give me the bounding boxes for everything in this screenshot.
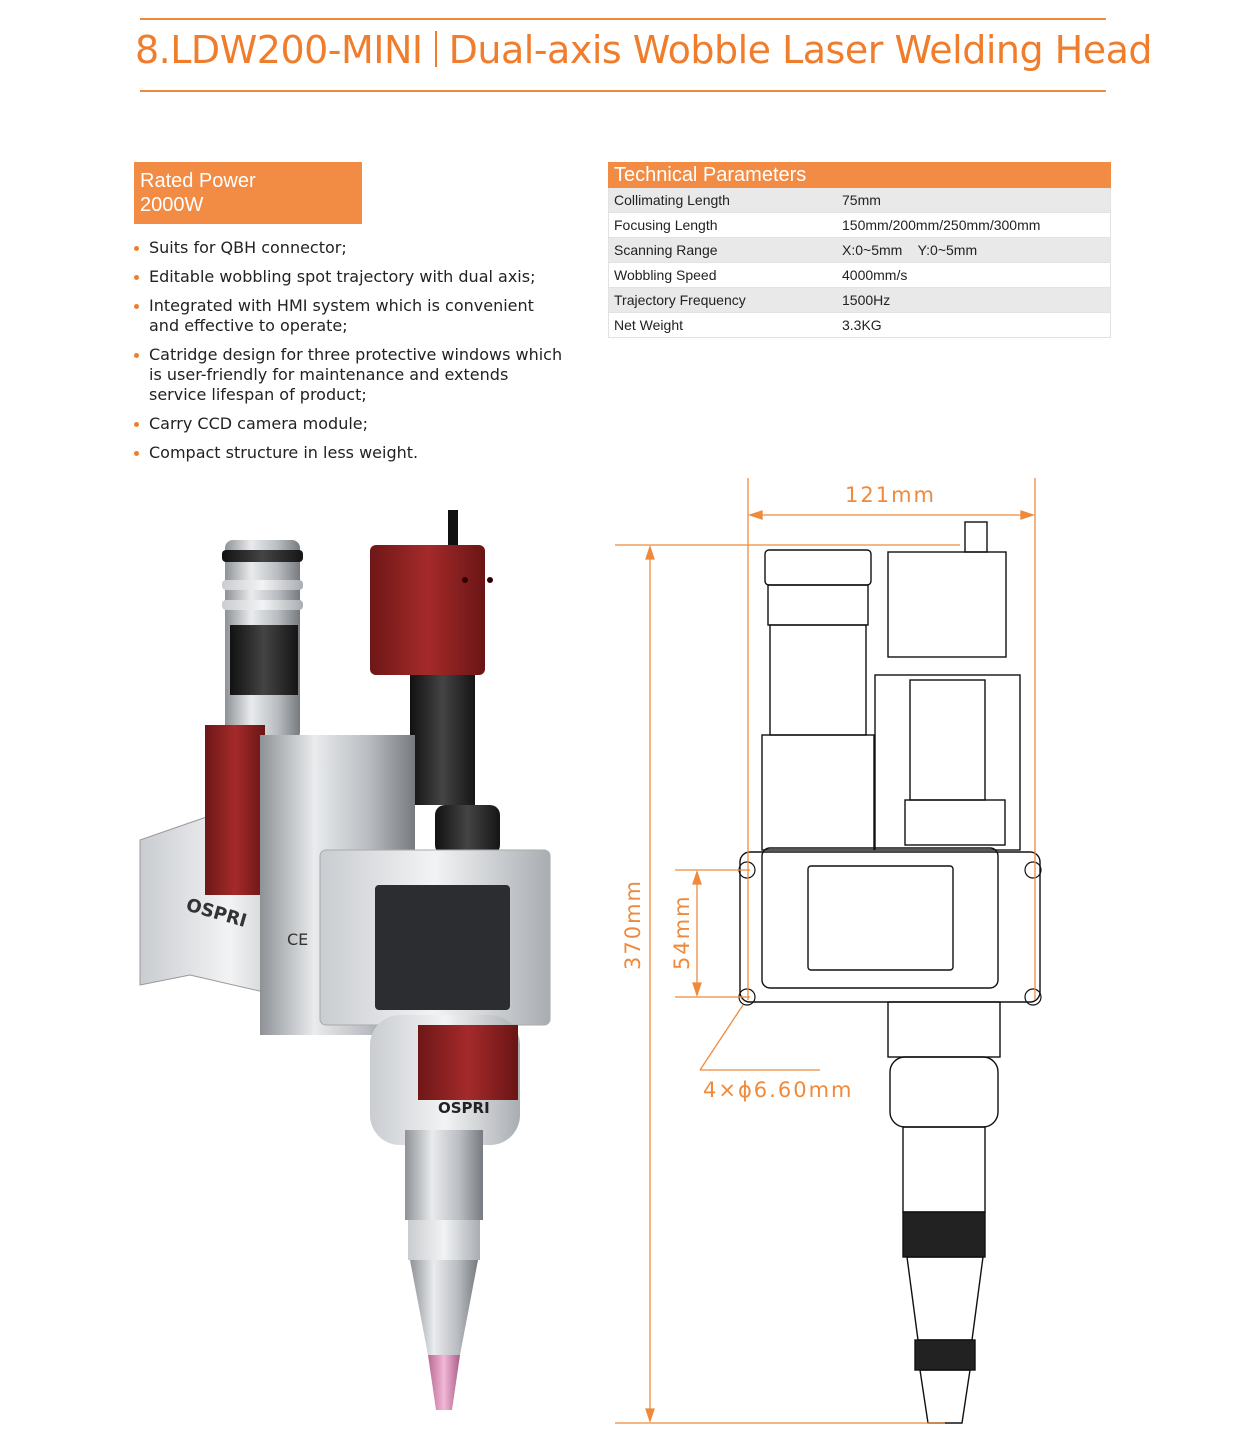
ce-mark: CE bbox=[287, 930, 309, 949]
mount-spacing-dimension: 54mm bbox=[670, 894, 694, 970]
table-row bbox=[608, 288, 1111, 313]
table-row bbox=[608, 213, 1111, 238]
param-value: 4000mm/s bbox=[842, 267, 908, 283]
feature-item: Editable wobbling spot trajectory with dual axis; bbox=[133, 267, 563, 287]
feature-item: Carry CCD camera module; bbox=[133, 414, 563, 434]
table-row bbox=[608, 313, 1111, 338]
product-name: Dual-axis Wobble Laser Welding Head bbox=[448, 28, 1153, 72]
param-value: 3.3KG bbox=[842, 317, 882, 333]
param-name: Trajectory Frequency bbox=[614, 292, 746, 308]
bottom-rule bbox=[140, 90, 1106, 92]
model-number: 8.LDW200-MINI bbox=[135, 28, 423, 72]
top-rule bbox=[140, 18, 1106, 20]
height-dimension: 370mm bbox=[621, 879, 645, 970]
table-row bbox=[608, 238, 1111, 263]
page-title bbox=[135, 28, 1153, 72]
drawing-outline bbox=[740, 522, 1040, 1423]
param-value: 75mm bbox=[842, 192, 881, 208]
rated-power-value: 2000W bbox=[140, 194, 204, 216]
feature-item: Suits for QBH connector; bbox=[133, 238, 563, 258]
qbh-connector bbox=[222, 540, 303, 740]
table-row bbox=[608, 188, 1111, 213]
rated-power-label: Rated Power bbox=[140, 170, 256, 192]
hole-dimension: 4×ϕ6.60mm bbox=[703, 1078, 854, 1102]
param-value: 1500Hz bbox=[842, 292, 891, 308]
param-name: Net Weight bbox=[614, 317, 683, 333]
mount-holes bbox=[739, 862, 1041, 1005]
table-body bbox=[608, 188, 1111, 338]
param-name: Wobbling Speed bbox=[614, 267, 717, 283]
feature-item: Catridge design for three protective windows which is user-friendly for maintenance and extends service lifespan of product; bbox=[133, 345, 563, 405]
table-title: Technical Parameters bbox=[608, 162, 1111, 188]
nozzle bbox=[405, 1130, 483, 1410]
product-photo bbox=[130, 505, 570, 1425]
param-value: X:0~5mm Y:0~5mm bbox=[842, 242, 978, 258]
technical-parameters-table bbox=[608, 162, 1111, 338]
title-separator bbox=[435, 31, 437, 67]
cartridge-section bbox=[370, 1015, 520, 1145]
dimension-drawing bbox=[600, 470, 1080, 1430]
feature-list bbox=[133, 238, 563, 472]
param-name: Collimating Length bbox=[614, 192, 730, 208]
param-name: Focusing Length bbox=[614, 217, 718, 233]
brand-logo: OSPRI bbox=[183, 894, 250, 932]
param-value: 150mm/200mm/250mm/300mm bbox=[842, 217, 1041, 233]
param-name: Scanning Range bbox=[614, 242, 718, 258]
feature-item: Compact structure in less weight. bbox=[133, 443, 563, 463]
rated-power-box bbox=[134, 162, 362, 224]
brand-logo-lower: OSPRI bbox=[438, 1099, 490, 1117]
feature-item: Integrated with HMI system which is convenient and effective to operate; bbox=[133, 296, 563, 336]
width-dimension: 121mm bbox=[845, 483, 936, 507]
table-row bbox=[608, 263, 1111, 288]
welding-head-body bbox=[140, 725, 550, 1035]
